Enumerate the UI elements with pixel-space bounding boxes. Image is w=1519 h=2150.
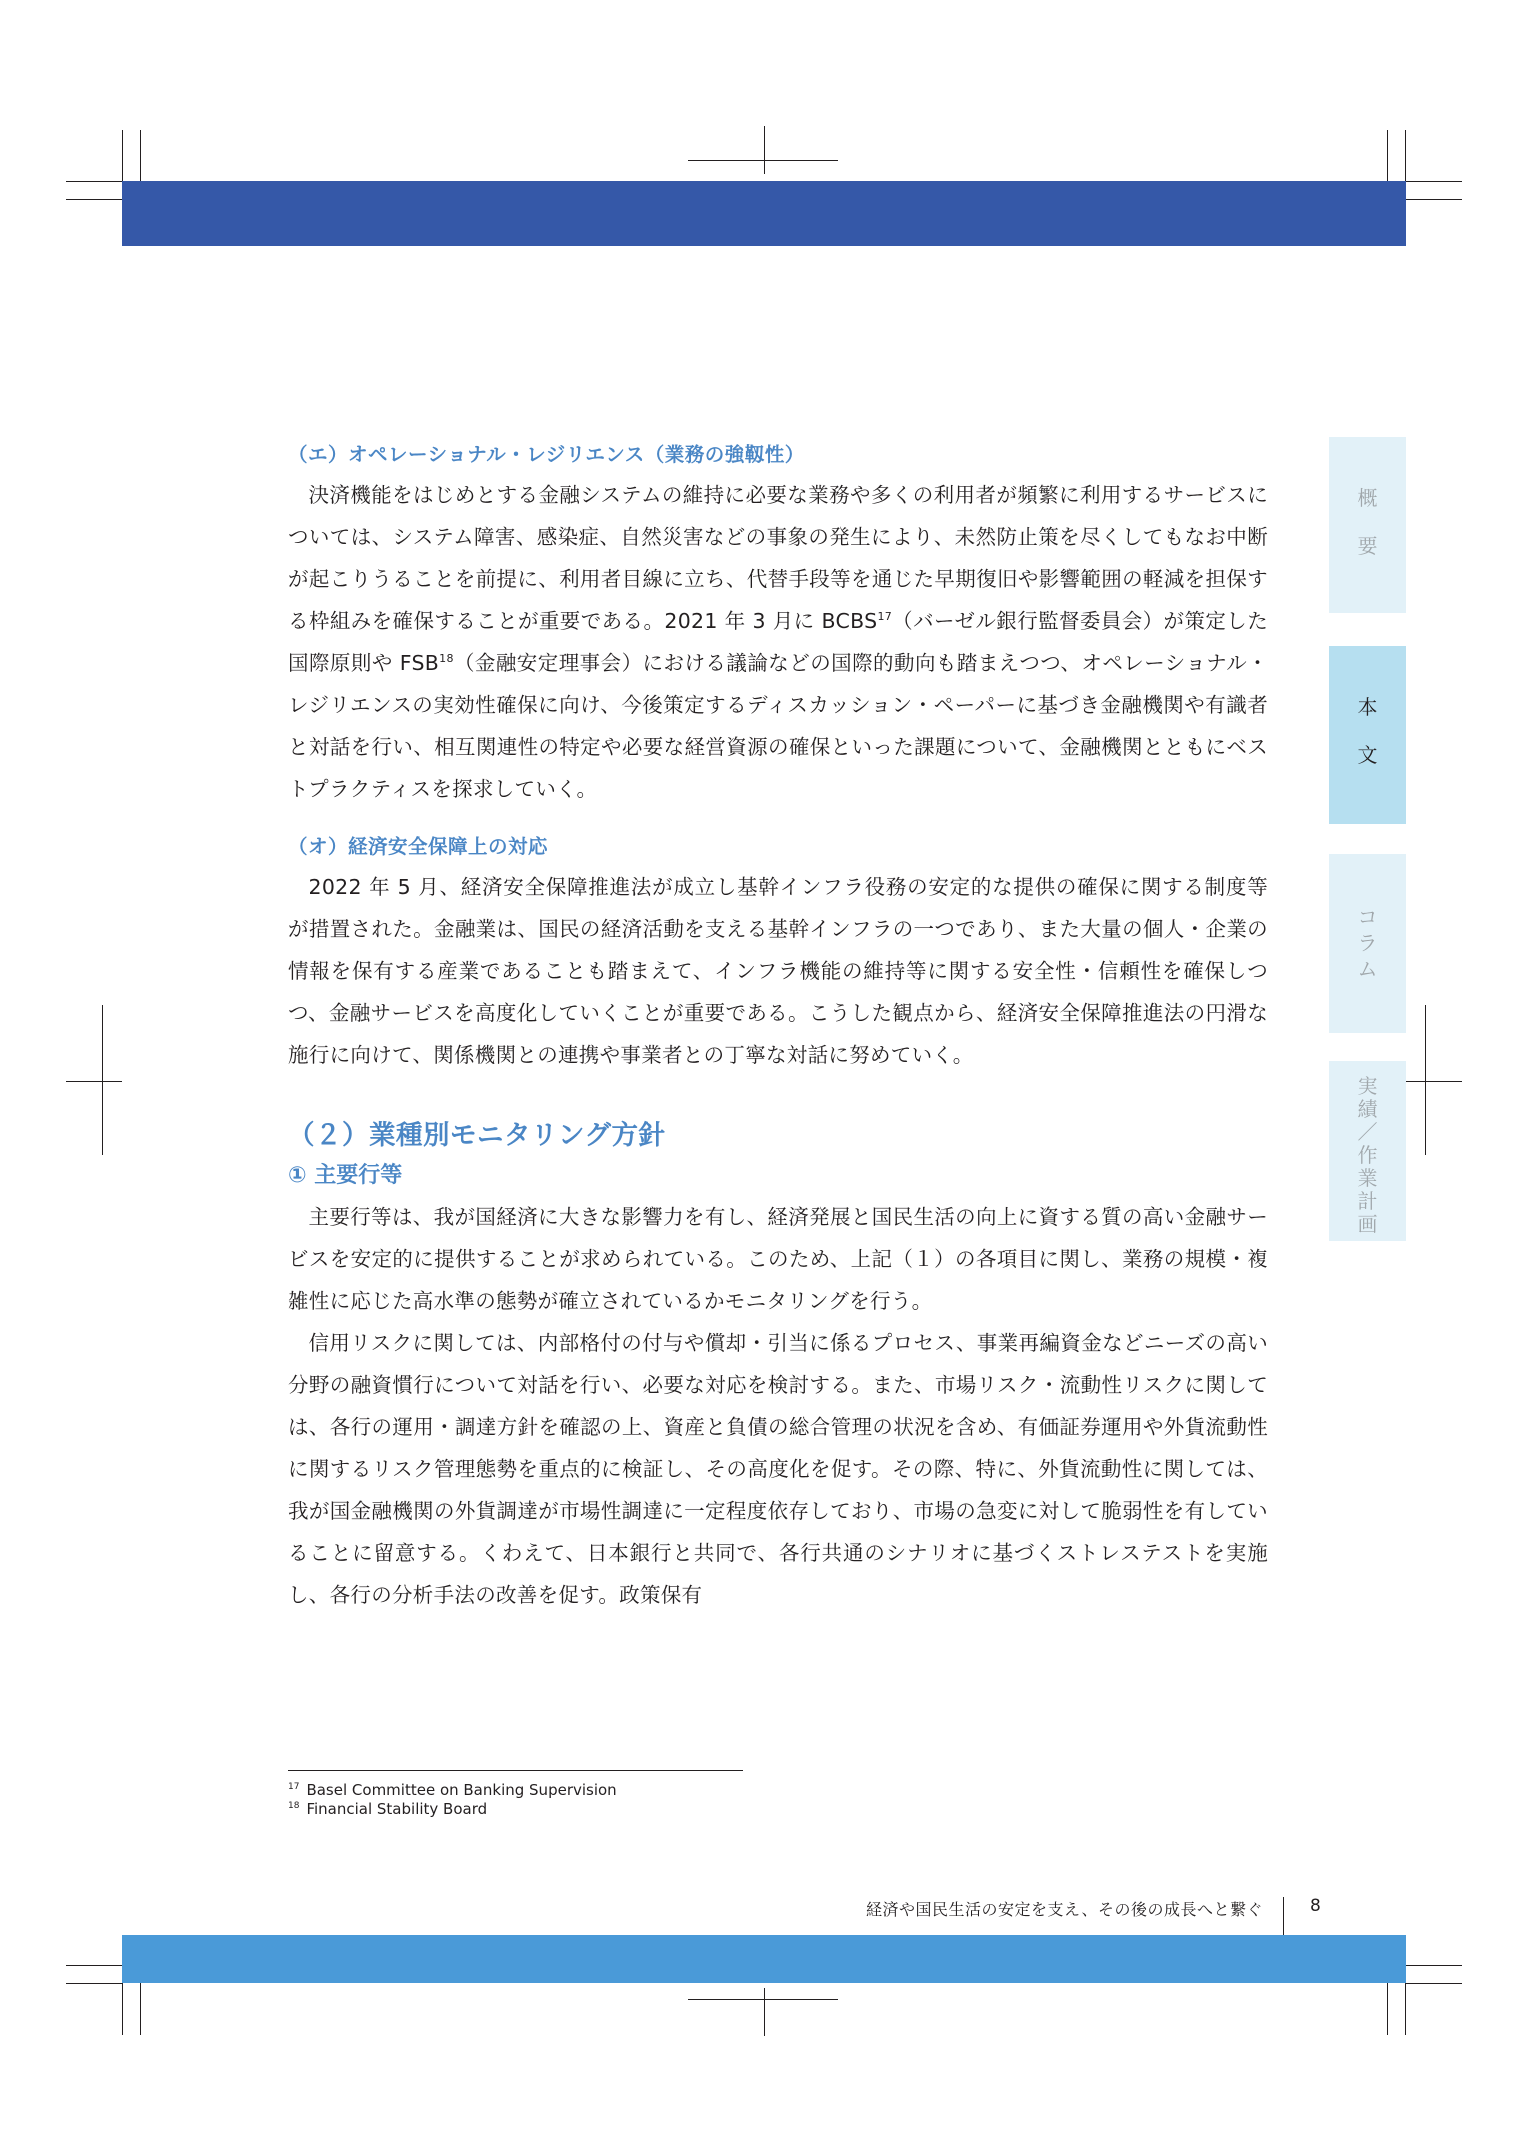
footer-tagline: 経済や国民生活の安定を支え、その後の成長へと繋ぐ [866,1900,1263,1919]
tab-overview-char: 要 [1357,534,1378,558]
section-e-text-c: （金融安定理事会）における議論などの国際的動向も踏まえつつ、オペレーショナル・レジリエンスの実効性確保に向け、今後策定するディスカッション・ペーパーに基づき金融機関や有識者と対話を行い、相互関連性の特定や必要な経営資源の確保といった課題について、金融機関とともにベストプラクティスを探求していく。 [288,651,1268,801]
tab-overview-char: 概 [1357,486,1378,510]
footnote-number: 18 [288,1801,300,1811]
tab-main-text[interactable] [1329,646,1406,824]
tab-results-char: 計 [1357,1189,1378,1213]
section-o-heading: （オ）経済安全保障上の対応 [288,835,549,858]
section-2-paragraph-1: 主要行等は、我が国経済に大きな影響力を有し、経済発展と国民生活の向上に資する質の高い金融サービスを安定的に提供することが求められている。このため、上記（１）の各項目に関し、業務の規模・複雑性に応じた高水準の態勢が確立されているかモニタリングを行う。 [288,1205,1268,1313]
tab-results-char: 画 [1357,1212,1378,1236]
page-number-divider [1283,1897,1284,1937]
tab-column-char: ラ [1357,931,1378,955]
section-e-text-a: 決済機能をはじめとする金融システムの維持に必要な業務や多くの利用者が頻繁に利用するサービスについては、システム障害、感染症、自然災害などの事象の発生により、未然防止策を尽くしてもなお中断が起こりうることを前提に、利用者目線に立ち、代替手段等を通じた早期復旧や影響範囲の軽減を担保する枠組みを確保することが重要である。2021 年 3 月に BCBS [288,483,1268,633]
tab-column-char: ム [1357,957,1378,981]
section-2-paragraph-2: 信用リスクに関しては、内部格付の付与や償却・引当に係るプロセス、事業再編資金などニーズの高い分野の融資慣行について対話を行い、必要な対応を検討する。また、市場リスク・流動性リスクに関しては、各行の運用・調達方針を確認の上、資産と負債の総合管理の状況を含め、有価証券運用や外貨流動性に関するリスク管理態勢を重点的に検証し、その高度化を促す。その際、特に、外貨流動性に関しては、我が国金融機関の外貨調達が市場性調達に一定程度依存しており、市場の急変に対して脆弱性を有していることに留意する。くわえて、日本銀行と共同で、各行共通のシナリオに基づくストレステストを実施し、各行の分析手法の改善を促す。政策保有 [288,1331,1268,1607]
tab-results-char: 績 [1357,1097,1378,1121]
tab-results-char: 作 [1357,1143,1378,1167]
page-number: 8 [1310,1896,1321,1916]
tab-overview[interactable] [1329,437,1406,613]
footnote-text: Financial Stability Board [306,1800,488,1818]
section-e-paragraph [288,474,1268,810]
footnotes [288,1781,617,1819]
footer-bar [122,1935,1406,1983]
footnote-item [288,1781,617,1800]
tab-results-char: ／ [1357,1120,1378,1144]
tab-column-char: コ [1357,905,1378,929]
section-e-text-b: （バーゼル銀行監督委員会）が策定した国際原則や FSB [288,609,1268,675]
footnote-number: 17 [288,1782,300,1792]
section-o-paragraph: 2022 年 5 月、経済安全保障推進法が成立し基幹インフラ役務の安定的な提供の確保に関する制度等が措置された。金融業は、国民の経済活動を支える基幹インフラの一つであり、また大量の個人・企業の情報を保有する産業であることも踏まえて、インフラ機能の維持等に関する安全性・信頼性を確保しつつ、金融サービスを高度化していくことが重要である。こうした観点から、経済安全保障推進法の円滑な施行に向けて、関係機関との連携や事業者との丁寧な対話に努めていく。 [288,875,1268,1067]
tab-results-plan[interactable] [1329,1061,1406,1241]
tab-main-char: 文 [1357,743,1378,767]
footnote-text: Basel Committee on Banking Supervision [306,1781,617,1799]
footnote-item [288,1800,617,1819]
footnote-divider [288,1770,743,1771]
footnote-ref-17[interactable]: 17 [877,610,893,623]
tab-column[interactable] [1329,854,1406,1033]
section-2-heading: （２）業種別モニタリング方針 [288,1120,666,1151]
footnote-ref-18[interactable]: 18 [439,652,454,665]
tab-results-char: 業 [1357,1166,1378,1190]
section-2-subheading: ① 主要行等 [288,1163,403,1188]
tab-results-char: 実 [1357,1074,1378,1098]
section-e-heading: （エ）オペレーショナル・レジリエンス（業務の強靱性） [288,443,805,466]
main-content [288,440,1268,1616]
header-bar [122,181,1406,246]
tab-main-char: 本 [1357,695,1378,719]
